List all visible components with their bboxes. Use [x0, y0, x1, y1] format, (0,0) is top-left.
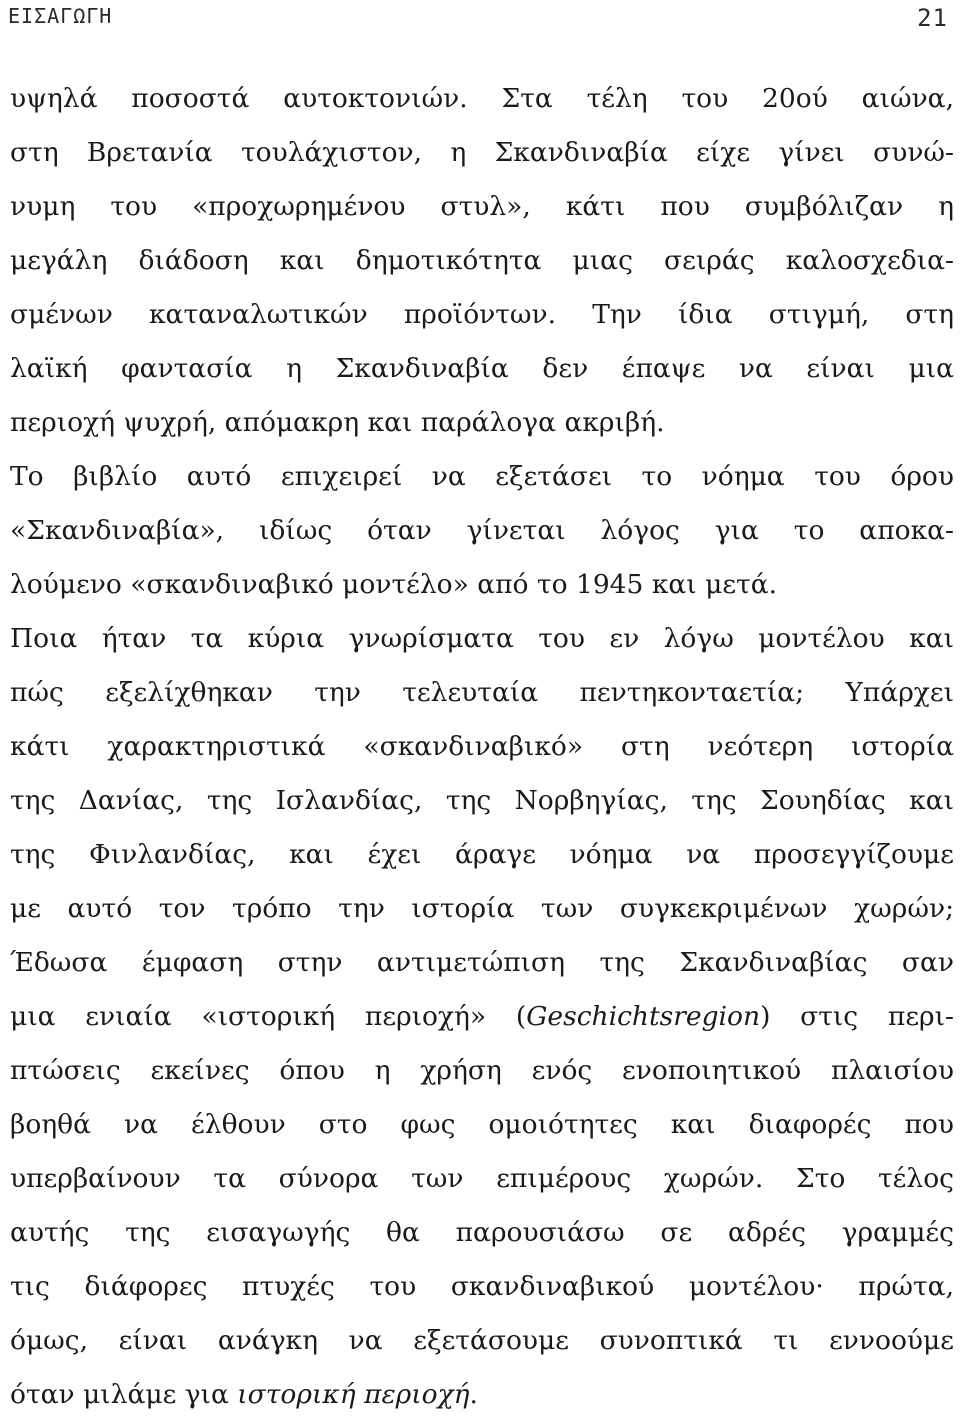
text-line: νυμη του «προχωρημένου στυλ», κάτι που συμβόλιζαν η [10, 191, 954, 222]
text-line [10, 1368, 954, 1422]
text-line: βοηθά να έλθουν στο φως ομοιότητες και διαφορές που [10, 1109, 954, 1140]
body-text [10, 72, 954, 1422]
text-line: στη Βρετανία τουλάχιστον, η Σκανδιναβία είχε γίνει συνώ- [10, 137, 954, 168]
text-line: Ποια ήταν τα κύρια γνωρίσματα του εν λόγω μοντέλου και [10, 623, 954, 654]
text-line: υπερβαίνουν τα σύνορα των επιμέρους χωρών. Στο τέλος [10, 1163, 954, 1194]
running-head [8, 4, 948, 34]
text-line: σμένων καταναλωτικών προϊόντων. Την ίδια στιγμή, στη [10, 299, 954, 330]
text-line: όμως, είναι ανάγκη να εξετάσουμε συνοπτικά τι εννοούμε [10, 1325, 954, 1356]
text-line: πώς εξελίχθηκαν την τελευταία πεντηκονταετία; Υπάρχει [10, 677, 954, 708]
text-line: υψηλά ποσοστά αυτοκτονιών. Στα τέλη του 20ού αιώνα, [10, 83, 954, 114]
text-line: της Δανίας, της Ισλανδίας, της Νορβηγίας, της Σουηδίας και [10, 785, 954, 816]
italic-term: Geschichtsregion [526, 1001, 761, 1032]
italic-term: ιστορική περιοχή [237, 1379, 470, 1410]
text-run: . [469, 1379, 478, 1410]
text-line: «Σκανδιναβία», ιδίως όταν γίνεται λόγος για το αποκα- [10, 515, 954, 546]
text-line: με αυτό τον τρόπο την ιστορία των συγκεκριμένων χωρών; [10, 893, 954, 924]
text-line: τις διάφορες πτυχές του σκανδιναβικού μοντέλου· πρώτα, [10, 1271, 954, 1302]
text-line: περιοχή ψυχρή, απόμακρη και παράλογα ακριβή. [10, 407, 665, 438]
text-run: ) στις περι- [760, 1001, 954, 1032]
text-line [10, 990, 954, 1044]
text-line: Το βιβλίο αυτό επιχειρεί να εξετάσει το νόημα του όρου [10, 461, 954, 492]
text-line: πτώσεις εκείνες όπου η χρήση ενός ενοποιητικού πλαισίου [10, 1055, 954, 1086]
text-line: κάτι χαρακτηριστικά «σκανδιναβικό» στη νεότερη ιστορία [10, 731, 954, 762]
text-line: αυτής της εισαγωγής θα παρουσιάσω σε αδρές γραμμές [10, 1217, 954, 1248]
page-number: 21 [917, 4, 948, 32]
section-title: ΕΙΣΑΓΩΓΗ [8, 4, 113, 28]
text-line: Έδωσα έμφαση στην αντιμετώπιση της Σκανδιναβίας σαν [10, 947, 954, 978]
text-line: λαϊκή φαντασία η Σκανδιναβία δεν έπαψε να είναι μια [10, 353, 954, 384]
text-run: όταν μιλάμε για [10, 1379, 238, 1410]
text-run: μια ενιαία «ιστορική περιοχή» ( [10, 1001, 527, 1032]
text-line: της Φινλανδίας, και έχει άραγε νόημα να προσεγγίζουμε [10, 839, 954, 870]
text-line: λούμενο «σκανδιναβικό μοντέλο» από το 1945 και μετά. [10, 569, 778, 600]
text-line: μεγάλη διάδοση και δημοτικότητα μιας σειράς καλοσχεδια- [10, 245, 954, 276]
